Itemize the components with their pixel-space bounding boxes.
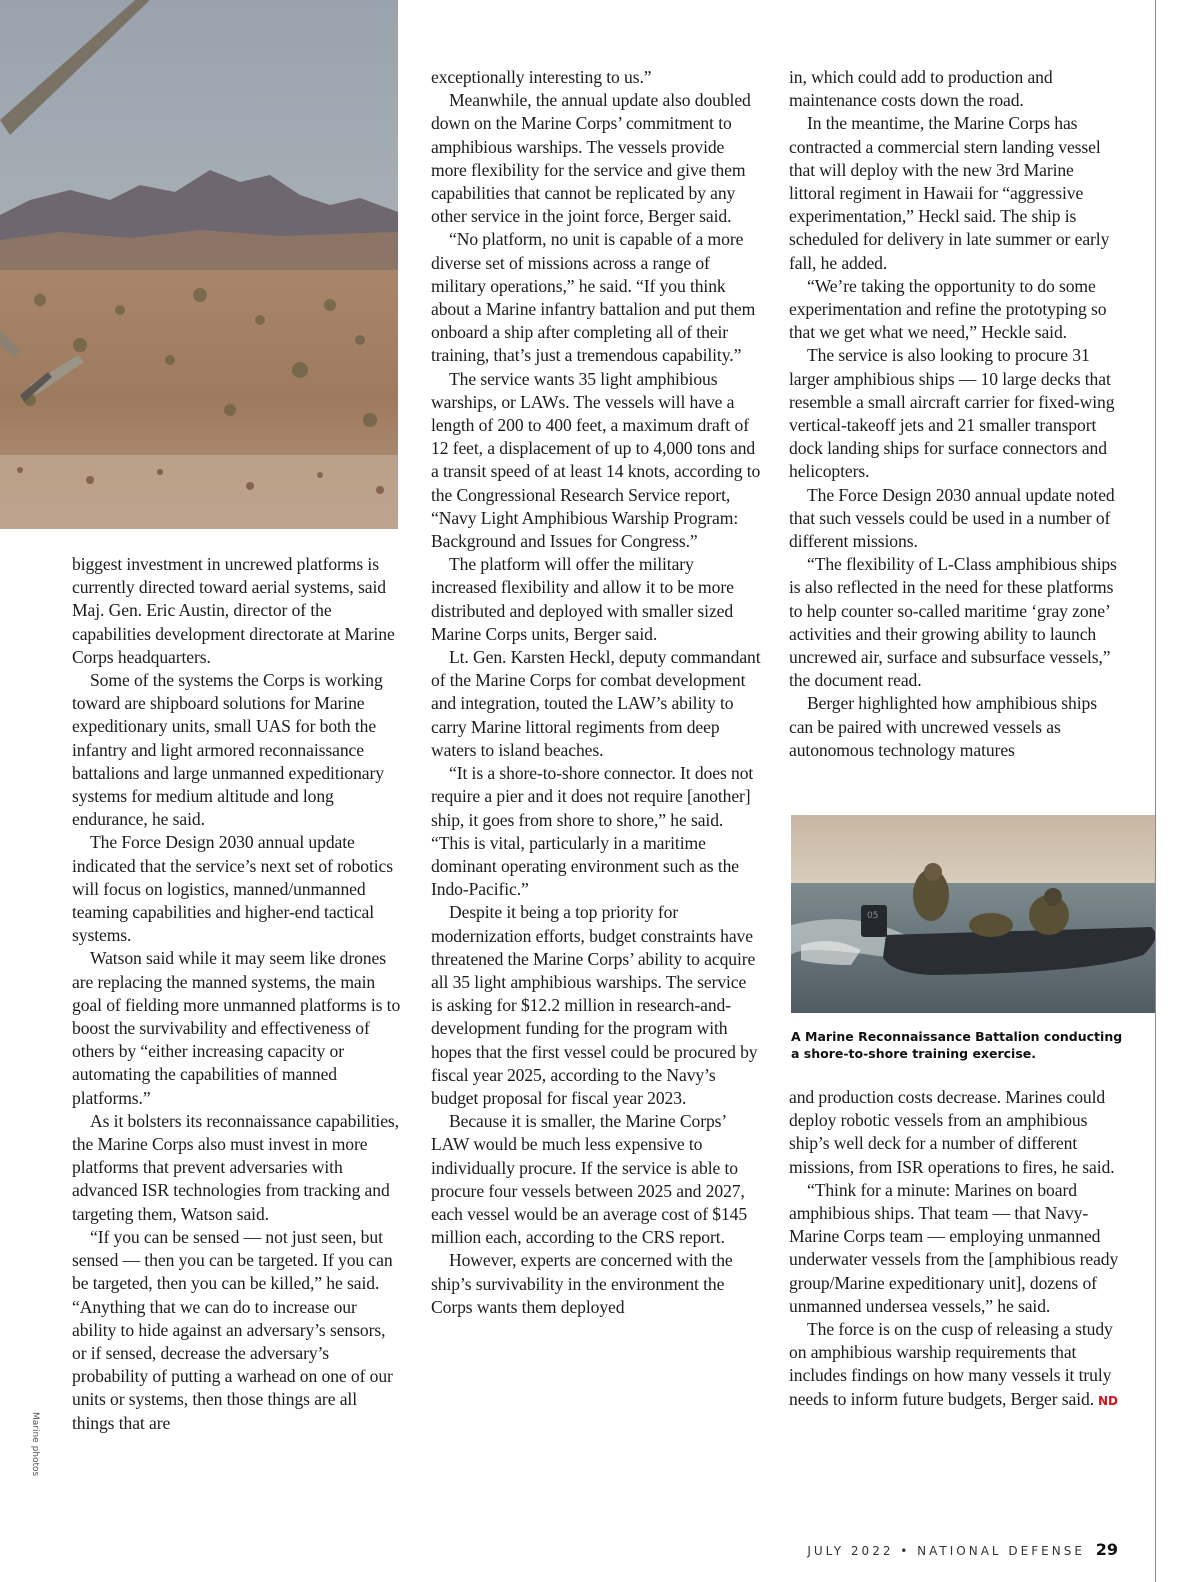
article-column-3-bottom bbox=[789, 1086, 1121, 1413]
paragraph: Despite it being a top priority for modernization efforts, budget constraints have threatened the Marine Corps’ ability to acquire all 35 light amphibious warships. The service is asking for $12.2 million in research-and-development funding for the program with hopes that the first vessel could be procured by fiscal year 2025, according to the Navy’s budget proposal for fiscal year 2023. bbox=[431, 902, 758, 1108]
end-mark: ND bbox=[1098, 1393, 1118, 1408]
paragraph: Berger highlighted how amphibious ships can be paired with uncrewed vessels as autonomous technology matures bbox=[789, 693, 1097, 760]
article-column-3-top bbox=[789, 66, 1121, 762]
paragraph: The Force Design 2030 annual update noted that such vessels could be used in a number of different missions. bbox=[789, 484, 1115, 552]
article-column-2 bbox=[431, 66, 761, 1319]
paragraph: Meanwhile, the annual update also doubled down on the Marine Corps’ commitment to amphibious warships. The vessels provide more flexibility for the service and give them capabilities that cannot be replicated by any other service in the joint force, Berger said. bbox=[431, 90, 751, 227]
boat-photo bbox=[791, 815, 1155, 1013]
issue-label: JULY 2022 • NATIONAL DEFENSE bbox=[807, 1544, 1085, 1558]
hull-marking: 05 bbox=[867, 911, 879, 921]
paragraph: Watson said while it may seem like drones are replacing the manned systems, the main goal of fielding more unmanned platforms is to boost the survivability and effectiveness of others by “either increasing capacity or automating the capabilities of manned platforms.” bbox=[72, 948, 401, 1108]
page-edge-rule bbox=[1155, 0, 1156, 1582]
paragraph: However, experts are concerned with the ship’s survivability in the environment the Corps wants them deployed bbox=[431, 1250, 733, 1317]
paragraph: “No platform, no unit is capable of a more diverse set of missions across a range of military operations,” he said. “If you think about a Marine infantry battalion and put them onboard a ship after completing all of their training, that’s just a tremendous capability.” bbox=[431, 229, 756, 366]
paragraph: in, which could add to production and maintenance costs down the road. bbox=[789, 67, 1053, 111]
drone-desert-photo bbox=[0, 0, 398, 529]
paragraph: “Think for a minute: Marines on board amphibious ships. That team — that Navy-Marine Corps team — employing unmanned underwater vessels from the [amphibious ready group/Marine expeditionary unit], dozens of unmanned undersea vessels,” he said. bbox=[789, 1179, 1119, 1316]
article-column-1 bbox=[72, 553, 402, 1435]
paragraph: In the meantime, the Marine Corps has contracted a commercial stern landing vessel that will deploy with the new 3rd Marine littoral regiment in Hawaii for “aggressive experimentation,” Heckl said. The ship is scheduled for delivery in late summer or early fall, he added. bbox=[789, 113, 1110, 273]
paragraph: The force is on the cusp of releasing a study on amphibious warship requirements that includes findings on how many vessels it truly needs to inform future budgets, Berger said. ND bbox=[789, 1319, 1118, 1409]
photo-caption: A Marine Reconnaissance Battalion conducting a shore-to-shore training exercise. bbox=[791, 1029, 1123, 1061]
paragraph: exceptionally interesting to us.” bbox=[431, 67, 652, 87]
paragraph: and production costs decrease. Marines could deploy robotic vessels from an amphibious ship’s well deck for a number of different missions, from ISR operations to fires, he said. bbox=[789, 1087, 1115, 1177]
paragraph: Some of the systems the Corps is working toward are shipboard solutions for Marine expeditionary units, small UAS for both the infantry and light armored reconnaissance battalions and large unmanned expeditionary systems for medium altitude and long endurance, he said. bbox=[72, 670, 384, 830]
page-number: 29 bbox=[1095, 1540, 1118, 1559]
paragraph: The service wants 35 light amphibious warships, or LAWs. The vessels will have a length of 200 to 400 feet, a maximum draft of 12 feet, a displacement of up to 4,000 tons and a transit speed of at least 14 knots, according to the Congressional Research Service report, “Navy Light Amphibious Warship Program: Background and Issues for Congress.” bbox=[431, 368, 761, 552]
paragraph: The service is also looking to procure 31 larger amphibious ships — 10 large decks that resemble a small aircraft carrier for fixed-wing vertical-takeoff jets and 21 smaller transport dock landing ships for surface connectors and helicopters. bbox=[789, 345, 1115, 482]
paragraph: As it bolsters its reconnaissance capabilities, the Marine Corps also must invest in more platforms that prevent adversaries with advanced ISR technologies from tracking and targeting them, Watson said. bbox=[72, 1110, 399, 1224]
photo-credit: Marine photos bbox=[30, 1412, 40, 1477]
paragraph: “We’re taking the opportunity to do some experimentation and refine the prototyping so that we get what we need,” Heckle said. bbox=[789, 275, 1107, 343]
page-footer bbox=[807, 1540, 1118, 1559]
paragraph: Lt. Gen. Karsten Heckl, deputy commandant of the Marine Corps for combat development and integration, touted the LAW’s ability to carry Marine littoral regiments from deep waters to island beaches. bbox=[431, 647, 761, 760]
paragraph: “It is a shore-to-shore connector. It does not require a pier and it does not require [another] ship, it goes from shore to shore,” he said. “This is vital, particularly in a maritime dominant operating environment such as the Indo-Pacific.” bbox=[431, 763, 754, 900]
paragraph: biggest investment in uncrewed platforms is currently directed toward aerial systems, said Maj. Gen. Eric Austin, director of the capabilities development directorate at Marine Corps headquarters. bbox=[72, 554, 395, 667]
paragraph: The Force Design 2030 annual update indicated that the service’s next set of robotics will focus on logistics, manned/unmanned teaming capabilities and higher-end tactical systems. bbox=[72, 832, 393, 946]
paragraph: “The flexibility of L-Class amphibious ships is also reflected in the need for these platforms to help counter so-called maritime ‘gray zone’ activities and their growing ability to launch uncrewed air, surface and subsurface vessels,” the document read. bbox=[789, 554, 1117, 691]
paragraph: “If you can be sensed — not just seen, but sensed — then you can be targeted. If you can be targeted, then you can be killed,” he said. “Anything that we can do to increase our ability to hide against an adversary’s sensors, or if sensed, decrease the adversary’s probability of putting a warhead on one of our units or systems, then those things are all things that are bbox=[72, 1226, 393, 1433]
paragraph: Because it is smaller, the Marine Corps’ LAW would be much less expensive to individually procure. If the service is able to procure four vessels between 2025 and 2027, each vessel would be an average cost of $145 million each, according to the CRS report. bbox=[431, 1111, 748, 1248]
paragraph: The platform will offer the military increased flexibility and allow it to be more distributed and deployed with smaller sized Marine Corps units, Berger said. bbox=[431, 554, 734, 644]
